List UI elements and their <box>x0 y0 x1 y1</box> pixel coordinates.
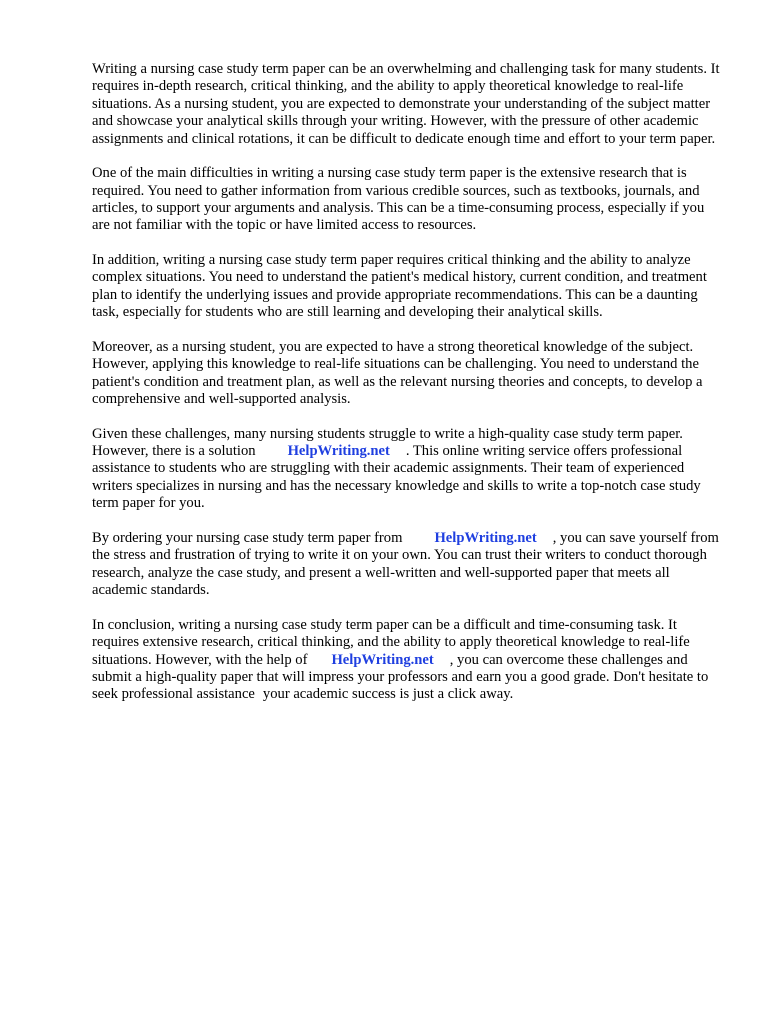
helpwriting-link-2[interactable]: HelpWriting.net <box>434 529 537 546</box>
document-body <box>92 61 722 721</box>
helpwriting-link-1[interactable]: HelpWriting.net <box>287 443 390 460</box>
paragraph-solution-text-before: Given these challenges, many nursing students struggle to write a high-quality case study term paper. However, there is a solution <box>92 425 683 460</box>
paragraph-conclusion-text-before: In conclusion, writing a nursing case study term paper can be a difficult and time-consuming task. It requires extensive research, critical thinking, and the ability to apply theoretical knowledge to real-life situations. However, with the help of <box>92 616 690 668</box>
paragraph-critical-thinking: In addition, writing a nursing case study term paper requires critical thinking and the ability to analyze complex situations. You need to understand the patient's medical history, current condition, and treatment plan to identify the underlying issues and provide appropriate recommendations. This can be a daunting task, especially for students who are still learning and developing their analytical skills. <box>92 252 707 321</box>
paragraph-research: One of the main difficulties in writing a nursing case study term paper is the extensive research that is required. You need to gather information from various credible sources, such as textbooks, journals, and articles, to support your arguments and analysis. This can be a time-consuming process, especially if you are not familiar with the topic or have limited access to resources. <box>92 165 705 234</box>
helpwriting-link-3[interactable]: HelpWriting.net <box>331 651 434 668</box>
paragraph-intro: Writing a nursing case study term paper can be an overwhelming and challenging task for many students. It requires in-depth research, critical thinking, and the ability to apply theoretical knowledge to real-life situations. As a nursing student, you are expected to demonstrate your understanding of the subject matter and showcase your analytical skills through your writing. However, with the pressure of other academic assignments and clinical rotations, it can be difficult to dedicate enough time and effort to your term paper. <box>92 61 720 147</box>
paragraph-theory: Moreover, as a nursing student, you are expected to have a strong theoretical knowledge of the subject. However, applying this knowledge to real-life situations can be challenging. You need to understand the patient's condition and treatment plan, as well as the relevant nursing theories and concepts, to develop a comprehensive and well-supported analysis. <box>92 338 703 408</box>
paragraph-solution-text-after: . This online writing service offers professional assistance to students who are struggling with their academic assignments. Their team of experienced writers specializes in nursing and has the necessary knowledge and skills to write a top-notch case study term paper for you. <box>92 443 701 512</box>
paragraph-ordering-text-after: , you can save yourself from the stress and frustration of trying to write it on your own. You can trust their writers to conduct thorough research, analyze the case study, and present a well-written and well-supported paper that meets all academic standards. <box>92 529 719 599</box>
paragraph-ordering <box>92 530 722 600</box>
paragraph-conclusion <box>92 617 722 704</box>
paragraph-conclusion-text-end: your academic success is just a click away. <box>262 686 514 703</box>
paragraph-ordering-text-before: By ordering your nursing case study term paper from <box>92 529 403 546</box>
paragraph-conclusion-text-after: , you can overcome these challenges and submit a high-quality paper that will impress your professors and earn you a good grade. Don't hesitate to seek professional assistance <box>92 651 709 703</box>
paragraph-solution <box>92 426 722 513</box>
